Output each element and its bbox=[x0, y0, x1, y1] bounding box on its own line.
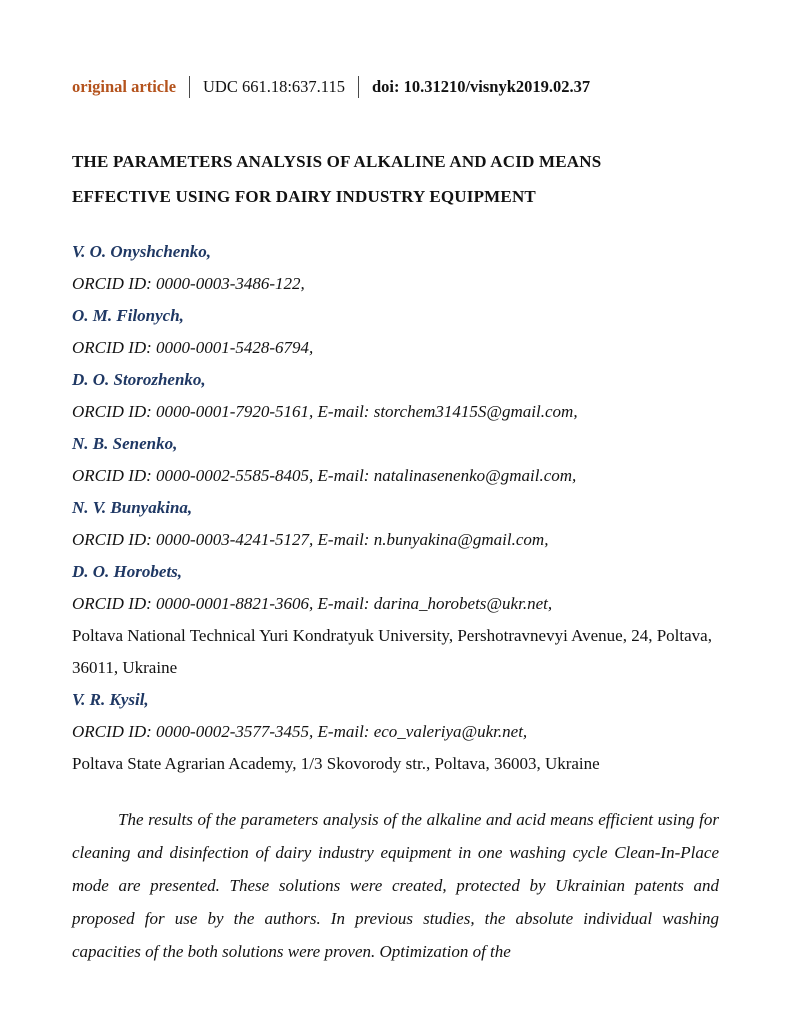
author-name: N. B. Senenko, bbox=[72, 434, 178, 453]
author-name: V. O. Onyshchenko, bbox=[72, 242, 212, 261]
author-name: D. O. Horobets, bbox=[72, 562, 183, 581]
author-orcid-line: ORCID ID: 0000-0002-3577-3455, E-mail: eco_valeriya@ukr.net, bbox=[72, 722, 528, 741]
abstract-paragraph: The results of the parameters analysis of the alkaline and acid means efficient using for cleaning and disinfection of dairy industry equipment in one washing cycle Clean-In-Place mode are presented. These solutions were created, protected by Ukrainian patents and proposed for use by the authors. In previous studies, the absolute individual washing capacities of the both solutions were proven. Optimization of the bbox=[72, 810, 719, 961]
separator-bar bbox=[189, 76, 190, 98]
author-orcid-line: ORCID ID: 0000-0003-3486-122, bbox=[72, 274, 305, 293]
paper-title bbox=[72, 144, 719, 214]
author-orcid-line: ORCID ID: 0000-0001-8821-3606, E-mail: darina_horobets@ukr.net, bbox=[72, 594, 553, 613]
author-name: V. R. Kysil, bbox=[72, 690, 149, 709]
authors-block bbox=[72, 236, 719, 780]
author-orcid-line: ORCID ID: 0000-0001-7920-5161, E-mail: storchem31415S@gmail.com, bbox=[72, 402, 578, 421]
udc-code: UDC 661.18:637.115 bbox=[203, 77, 345, 96]
author-orcid-line: ORCID ID: 0000-0002-5585-8405, E-mail: natalinasenenko@gmail.com, bbox=[72, 466, 577, 485]
separator-bar bbox=[358, 76, 359, 98]
paper-title-line-1: THE PARAMETERS ANALYSIS OF ALKALINE AND ACID MEANS bbox=[72, 152, 602, 171]
article-meta-row bbox=[72, 76, 719, 98]
author-name: N. V. Bunyakina, bbox=[72, 498, 193, 517]
article-type-label: original article bbox=[72, 77, 177, 96]
author-orcid-line: ORCID ID: 0000-0001-5428-6794, bbox=[72, 338, 314, 357]
paper-title-line-2: EFFECTIVE USING FOR DAIRY INDUSTRY EQUIPMENT bbox=[72, 187, 536, 206]
author-orcid-line: ORCID ID: 0000-0003-4241-5127, E-mail: n.bunyakina@gmail.com, bbox=[72, 530, 549, 549]
author-name: D. O. Storozhenko, bbox=[72, 370, 206, 389]
affiliation: Poltava National Technical Yuri Kondratyuk University, Pershotravnevyi Avenue, 24, Poltava, 36011, Ukraine bbox=[72, 626, 712, 677]
affiliation: Poltava State Agrarian Academy, 1/3 Skovorody str., Poltava, 36003, Ukraine bbox=[72, 754, 600, 773]
doi-code: doi: 10.31210/visnyk2019.02.37 bbox=[371, 77, 591, 96]
author-name: O. M. Filonych, bbox=[72, 306, 184, 325]
